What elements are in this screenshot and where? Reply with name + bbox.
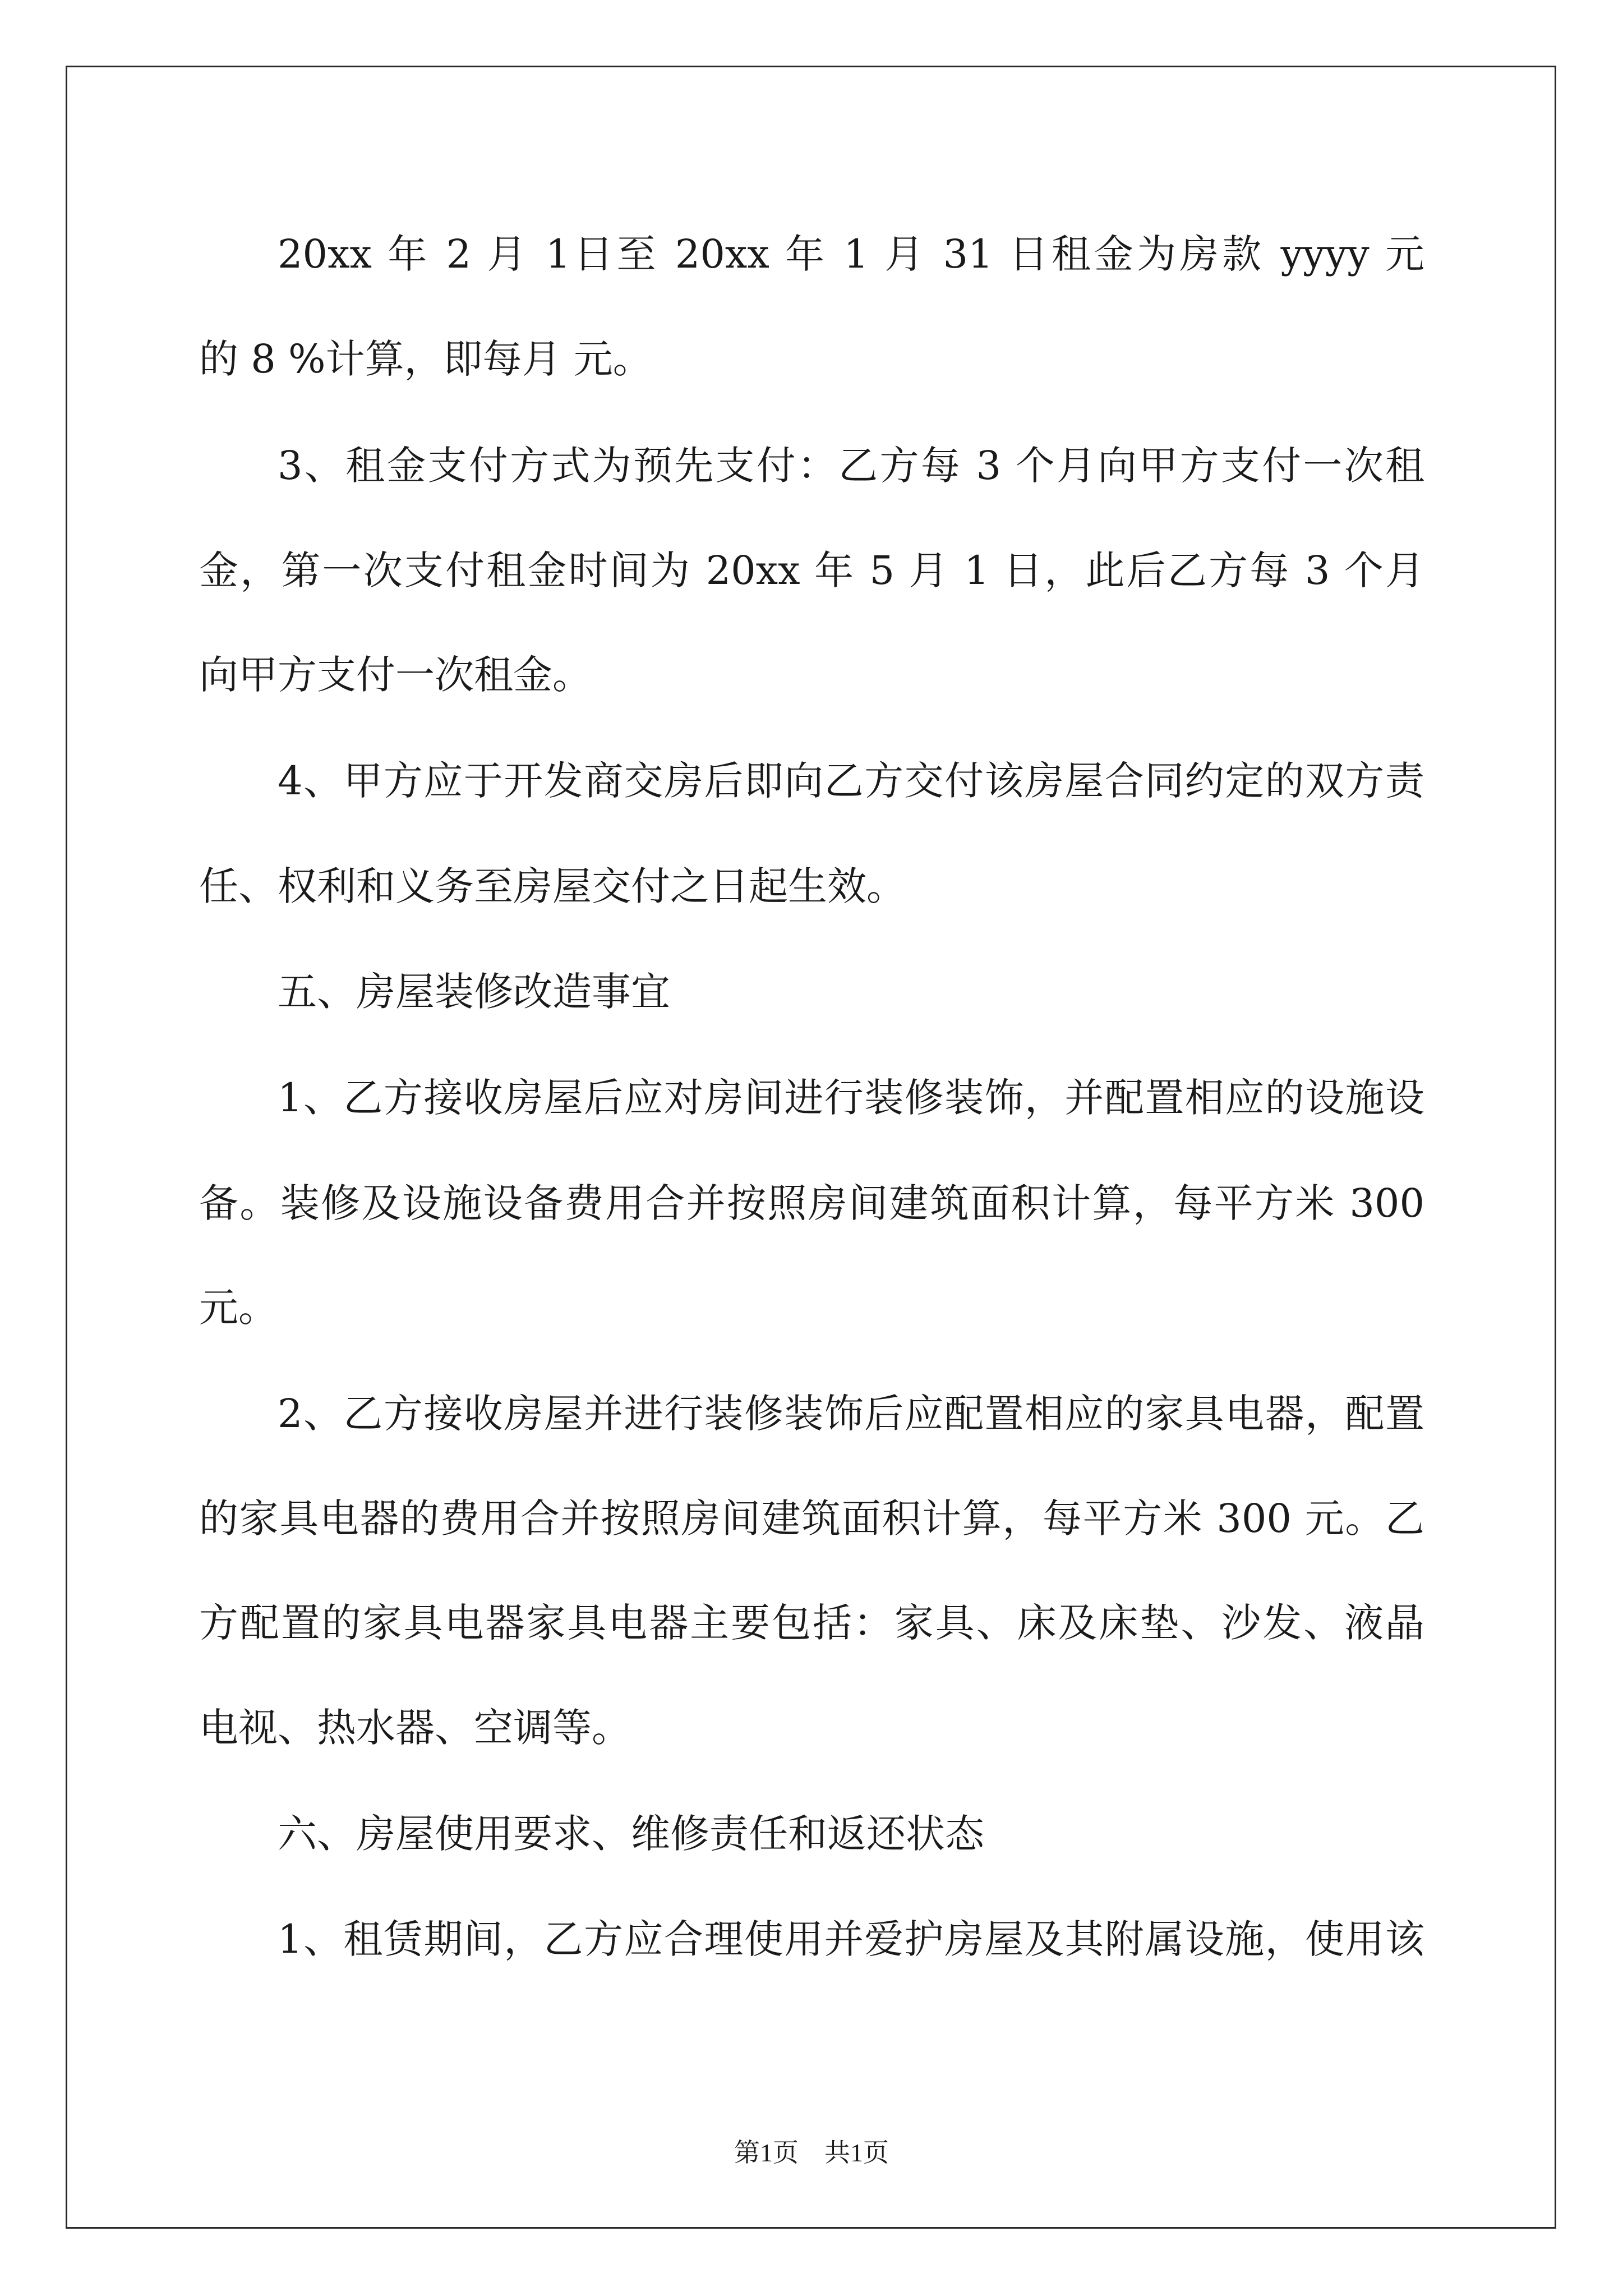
paragraph-line: 电视、热水器、空调等。	[199, 1705, 631, 1751]
paragraph-line: 3、租金支付方式为预先支付：乙方每 3 个月向甲方支付一次租	[278, 443, 1424, 489]
section-heading: 六、房屋使用要求、维修责任和返还状态	[278, 1811, 984, 1857]
page-border	[66, 66, 1556, 2229]
paragraph-line: 1、租赁期间，乙方应合理使用并爱护房屋及其附属设施，使用该	[278, 1916, 1424, 1962]
paragraph-line: 方配置的家具电器家具电器主要包括：家具、床及床垫、沙发、液晶	[199, 1600, 1424, 1646]
paragraph-line: 的 8 %计算，即每月 元。	[199, 336, 652, 382]
paragraph-line: 的家具电器的费用合并按照房间建筑面积计算，每平方米 300 元。乙	[199, 1496, 1424, 1542]
paragraph-line: 4、甲方应于开发商交房后即向乙方交付该房屋合同约定的双方责	[278, 758, 1424, 804]
paragraph-line: 1、乙方接收房屋后应对房间进行装修装饰，并配置相应的设施设	[278, 1075, 1424, 1121]
section-heading: 五、房屋装修改造事宜	[278, 969, 670, 1015]
paragraph-line: 备。装修及设施设备费用合并按照房间建筑面积计算，每平方米 300	[199, 1180, 1424, 1226]
paragraph-line: 20xx 年 2 月 1日至 20xx 年 1 月 31 日租金为房款 yyyy 元	[278, 231, 1424, 277]
paragraph-line: 任、权利和义务至房屋交付之日起生效。	[199, 863, 906, 909]
page-number-footer: 第1页 共1页	[734, 2138, 889, 2167]
paragraph-line: 2、乙方接收房屋并进行装修装饰后应配置相应的家具电器，配置	[278, 1391, 1424, 1437]
paragraph-line: 元。	[199, 1285, 278, 1331]
paragraph-line: 向甲方支付一次租金。	[199, 652, 592, 698]
paragraph-line: 金，第一次支付租金时间为 20xx 年 5 月 1 日，此后乙方每 3 个月	[199, 547, 1424, 593]
